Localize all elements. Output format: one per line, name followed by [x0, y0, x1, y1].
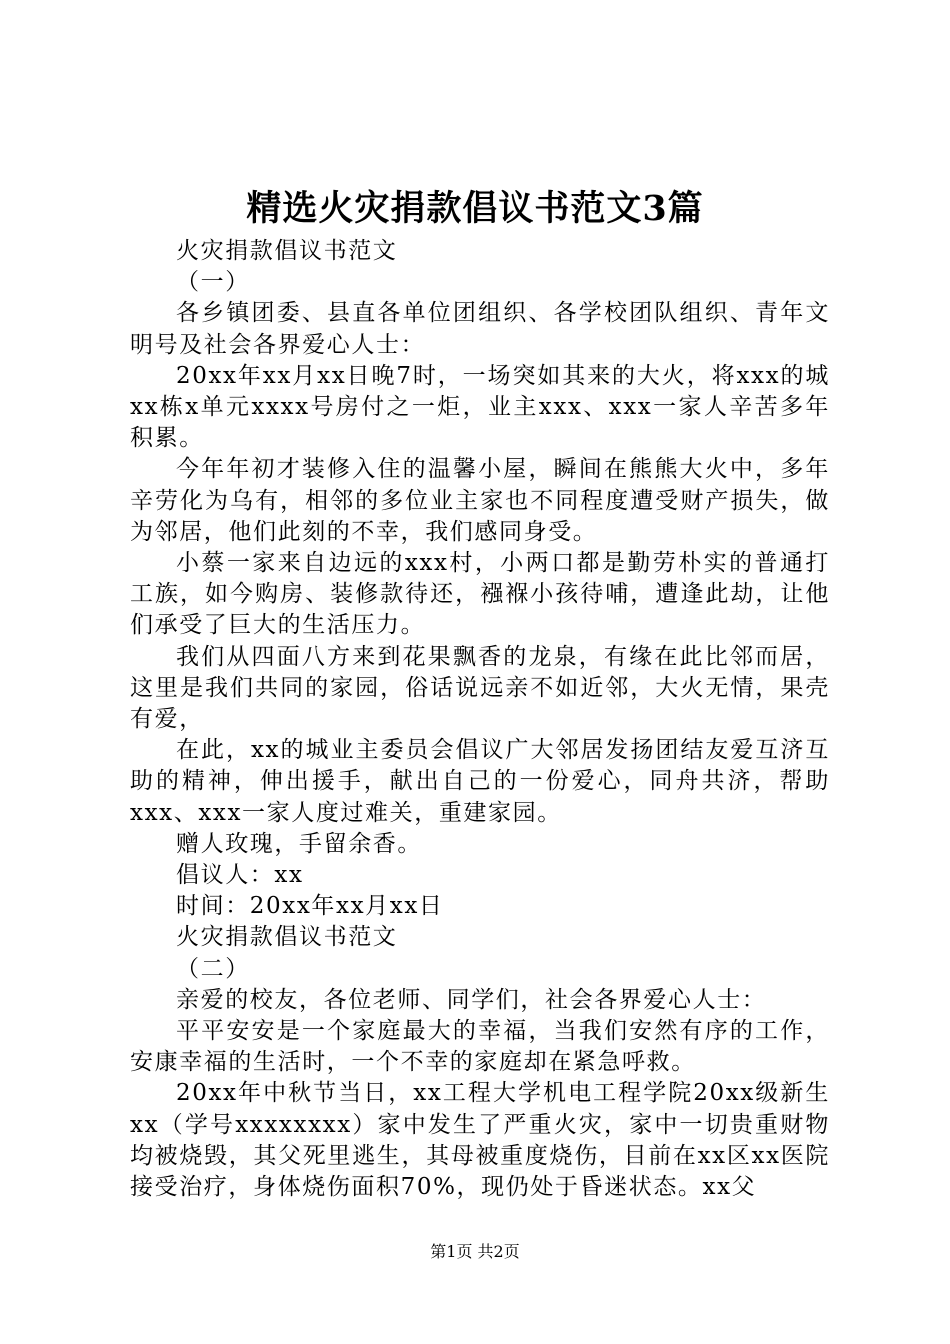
- paragraph: 20xx年xx月xx日晚7时，一场突如其来的大火，将xxx的城xx栋x单元xxxx号房付之一炬，业主xxx、xxx一家人辛苦多年积累。: [130, 362, 830, 452]
- page-footer: 第1页 共2页: [430, 1242, 520, 1261]
- section-heading: 火灾捐款倡议书范文: [176, 238, 398, 264]
- paragraph: 在此，xx的城业主委员会倡议广大邻居发扬团结友爱互济互助的精神，伸出援手，献出自己的一份爱心，同舟共济，帮助xxx、xxx一家人度过难关，重建家园。: [130, 737, 830, 826]
- paragraph: 平平安安是一个家庭最大的幸福，当我们安然有序的工作，安康幸福的生活时，一个不幸的家庭却在紧急呼救。: [130, 1018, 830, 1076]
- paragraph: 小蔡一家来自边远的xxx村，小两口都是勤劳朴实的普通打工族，如今购房、装修款待还，襁褓小孩待哺，遭逢此劫，让他们承受了巨大的生活压力。: [130, 550, 830, 639]
- section-number: （二）: [176, 955, 250, 982]
- section-heading: 火灾捐款倡议书范文: [176, 924, 398, 951]
- salutation: 各乡镇团委、县直各单位团组织、各学校团队组织、青年文明号及社会各界爱心人士：: [130, 300, 830, 358]
- paragraph: 20xx年中秋节当日，xx工程大学机电工程学院20xx级新生xx（学号xxxxxxxx）家中发生了严重火灾，家中一切贵重财物均被烧毁，其父死里逃生，其母被重度烧伤，目前在xx区xx医院接受治疗，身体烧伤面积70%，现仍处于昏迷状态。xx父: [130, 1080, 830, 1201]
- section-number: （一）: [176, 269, 250, 296]
- paragraph: 我们从四面八方来到花果飘香的龙泉，有缘在此比邻而居，这里是我们共同的家园，俗话说远亲不如近邻，大火无情，果壳有爱，: [130, 643, 830, 733]
- document-title: 精选火灾捐款倡议书范文3篇: [246, 188, 704, 229]
- date-line: 时间：20xx年xx月xx日: [176, 893, 444, 920]
- document-body: [130, 236, 830, 1203]
- paragraph: 今年年初才装修入住的温馨小屋，瞬间在熊熊大火中，多年辛劳化为乌有，相邻的多位业主家也不同程度遭受财产损失，做为邻居，他们此刻的不幸，我们感同身受。: [130, 456, 830, 545]
- salutation: 亲爱的校友，各位老师、同学们，社会各界爱心人士：: [176, 986, 767, 1013]
- closing-line: 赠人玫瑰，手留余香。: [176, 830, 422, 857]
- signature-line: 倡议人：xx: [176, 862, 304, 889]
